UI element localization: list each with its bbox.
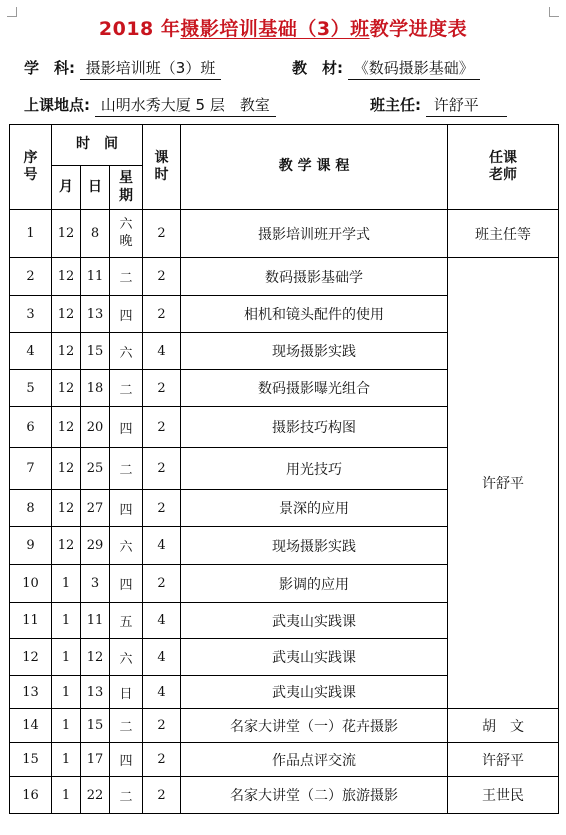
- table-row: [10, 777, 559, 814]
- month-cell: 12: [52, 527, 81, 565]
- day-cell: 22: [81, 777, 110, 814]
- day-cell: 15: [81, 709, 110, 743]
- weekday-cell: 二: [110, 448, 143, 490]
- textbook-value: 《数码摄影基础》: [348, 57, 480, 80]
- teacher-cell: 胡 文: [448, 709, 559, 743]
- course-cell: 武夷山实践课: [181, 603, 448, 639]
- head-teacher-label: 班主任:: [370, 96, 421, 114]
- header-month: 月: [52, 166, 81, 210]
- day-cell: 8: [81, 210, 110, 258]
- location-label: 上课地点:: [24, 96, 90, 114]
- weekday-cell: 日: [110, 676, 143, 709]
- document-title: [0, 14, 566, 41]
- month-cell: 1: [52, 743, 81, 777]
- weekday-cell: 二: [110, 777, 143, 814]
- seq-cell: 15: [10, 743, 52, 777]
- seq-cell: 14: [10, 709, 52, 743]
- hours-cell: 4: [143, 676, 181, 709]
- subject-label: 学 科:: [24, 59, 75, 77]
- weekday-cell: 四: [110, 743, 143, 777]
- hours-cell: 4: [143, 527, 181, 565]
- subject-value: 摄影培训班（3）班: [80, 57, 222, 80]
- subject-field: [24, 57, 221, 80]
- header-course: 教 学 课 程: [181, 125, 448, 210]
- day-cell: 20: [81, 407, 110, 448]
- day-cell: 3: [81, 565, 110, 603]
- month-cell: 12: [52, 490, 81, 527]
- hours-cell: 2: [143, 448, 181, 490]
- seq-cell: 8: [10, 490, 52, 527]
- course-cell: 现场摄影实践: [181, 527, 448, 565]
- month-cell: 12: [52, 333, 81, 370]
- seq-cell: 1: [10, 210, 52, 258]
- month-cell: 12: [52, 210, 81, 258]
- hours-cell: 4: [143, 333, 181, 370]
- month-cell: 12: [52, 258, 81, 296]
- hours-cell: 2: [143, 407, 181, 448]
- course-cell: 武夷山实践课: [181, 639, 448, 676]
- header-seq: 序号: [10, 125, 52, 210]
- course-cell: 名家大讲堂（二）旅游摄影: [181, 777, 448, 814]
- header-day: 日: [81, 166, 110, 210]
- weekday-cell: 四: [110, 296, 143, 333]
- hours-cell: 2: [143, 210, 181, 258]
- hours-cell: 2: [143, 258, 181, 296]
- table-header-row: [10, 125, 559, 166]
- teacher-cell: 王世民: [448, 777, 559, 814]
- seq-cell: 4: [10, 333, 52, 370]
- head-teacher-field: [370, 94, 507, 117]
- weekday-cell: 四: [110, 565, 143, 603]
- seq-cell: 2: [10, 258, 52, 296]
- course-cell: 影调的应用: [181, 565, 448, 603]
- weekday-cell: 二: [110, 370, 143, 407]
- month-cell: 1: [52, 777, 81, 814]
- day-cell: 29: [81, 527, 110, 565]
- head-teacher-value: 许舒平: [426, 94, 507, 117]
- weekday-cell: 二: [110, 709, 143, 743]
- month-cell: 1: [52, 676, 81, 709]
- day-cell: 12: [81, 639, 110, 676]
- day-cell: 27: [81, 490, 110, 527]
- title-year: 2018 年: [98, 18, 181, 40]
- weekday-cell: 五: [110, 603, 143, 639]
- month-cell: 1: [52, 639, 81, 676]
- course-cell: 数码摄影曝光组合: [181, 370, 448, 407]
- course-cell: 现场摄影实践: [181, 333, 448, 370]
- hours-cell: 2: [143, 709, 181, 743]
- course-cell: 相机和镜头配件的使用: [181, 296, 448, 333]
- table-row: [10, 210, 559, 258]
- day-cell: 15: [81, 333, 110, 370]
- seq-cell: 10: [10, 565, 52, 603]
- day-cell: 11: [81, 603, 110, 639]
- course-cell: 作品点评交流: [181, 743, 448, 777]
- teacher-cell: 许舒平: [448, 743, 559, 777]
- weekday-cell: 二: [110, 258, 143, 296]
- textbook-field: [292, 57, 480, 80]
- month-cell: 1: [52, 565, 81, 603]
- weekday-cell: 六: [110, 639, 143, 676]
- title-class-name: 摄影培训基础（3）班: [180, 18, 370, 40]
- textbook-label: 教 材:: [292, 59, 343, 77]
- hours-cell: 2: [143, 777, 181, 814]
- location-field: [24, 94, 276, 117]
- course-cell: 摄影培训班开学式: [181, 210, 448, 258]
- schedule-table-body: [10, 125, 559, 814]
- hours-cell: 2: [143, 370, 181, 407]
- course-cell: 用光技巧: [181, 448, 448, 490]
- day-cell: 18: [81, 370, 110, 407]
- hours-cell: 2: [143, 743, 181, 777]
- teacher-cell: 班主任等: [448, 210, 559, 258]
- course-cell: 摄影技巧构图: [181, 407, 448, 448]
- month-cell: 12: [52, 407, 81, 448]
- day-cell: 25: [81, 448, 110, 490]
- hours-cell: 4: [143, 639, 181, 676]
- course-cell: 武夷山实践课: [181, 676, 448, 709]
- seq-cell: 13: [10, 676, 52, 709]
- month-cell: 12: [52, 296, 81, 333]
- seq-cell: 7: [10, 448, 52, 490]
- weekday-cell: 四: [110, 490, 143, 527]
- header-week: 星期: [110, 166, 143, 210]
- weekday-cell: 六: [110, 333, 143, 370]
- hours-cell: 4: [143, 603, 181, 639]
- seq-cell: 11: [10, 603, 52, 639]
- header-teacher: 任课老师: [448, 125, 559, 210]
- seq-cell: 16: [10, 777, 52, 814]
- month-cell: 1: [52, 709, 81, 743]
- seq-cell: 9: [10, 527, 52, 565]
- month-cell: 1: [52, 603, 81, 639]
- seq-cell: 3: [10, 296, 52, 333]
- month-cell: 12: [52, 448, 81, 490]
- day-cell: 11: [81, 258, 110, 296]
- table-row: [10, 258, 559, 296]
- teacher-cell: 许舒平: [448, 258, 559, 709]
- course-cell: 数码摄影基础学: [181, 258, 448, 296]
- weekday-cell: 四: [110, 407, 143, 448]
- table-row: [10, 709, 559, 743]
- seq-cell: 12: [10, 639, 52, 676]
- table-row: [10, 743, 559, 777]
- header-time: 时 间: [52, 125, 143, 166]
- course-cell: 景深的应用: [181, 490, 448, 527]
- seq-cell: 6: [10, 407, 52, 448]
- seq-cell: 5: [10, 370, 52, 407]
- day-cell: 13: [81, 296, 110, 333]
- course-cell: 名家大讲堂（一）花卉摄影: [181, 709, 448, 743]
- weekday-cell: 六晚: [110, 210, 143, 258]
- hours-cell: 2: [143, 490, 181, 527]
- day-cell: 13: [81, 676, 110, 709]
- header-hours: 课时: [143, 125, 181, 210]
- location-value: 山明水秀大厦 5 层 教室: [95, 94, 276, 117]
- weekday-cell: 六: [110, 527, 143, 565]
- hours-cell: 2: [143, 296, 181, 333]
- month-cell: 12: [52, 370, 81, 407]
- hours-cell: 2: [143, 565, 181, 603]
- schedule-table: [9, 124, 559, 814]
- title-suffix: 教学进度表: [369, 18, 468, 40]
- day-cell: 17: [81, 743, 110, 777]
